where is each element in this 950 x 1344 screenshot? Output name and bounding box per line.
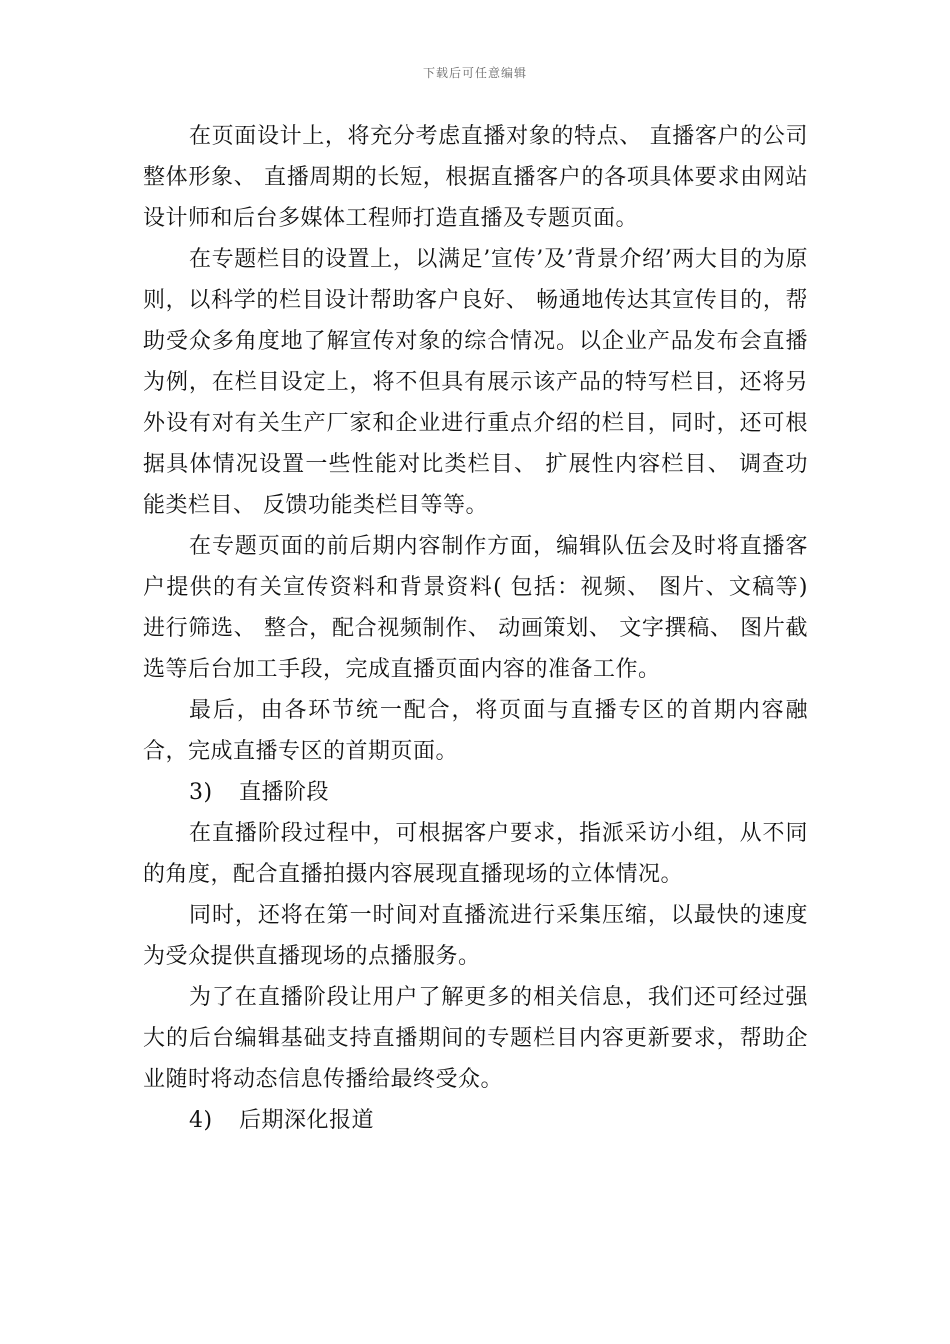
paragraph: 在专题页面的前后期内容制作方面，编辑队伍会及时将直播客户提供的有关宣传资料和背景资料( 包括：视频、 图片、文稿等) 进行筛选、 整合，配合视频制作、 动画策划、 文字撰稿、 图片截选等后台加工手段，完成直播页面内容的准备工作。 bbox=[143, 534, 808, 682]
paragraph: 在专题栏目的设置上，以满足’宣传’及’背景介绍’两大目的为原则，以科学的栏目设计帮助客户良好、 畅通地传达其宣传目的，帮助受众多角度地了解宣传对象的综合情况。以企业产品发布会直播为例，在栏目设定上，将不但具有展示该产品的特写栏目，还将另外设有对有关生产厂家和企业进行重点介绍的栏目，同时，还可根据具体情况设置一些性能对比类栏目、 扩展性内容栏目、 调查功能类栏目、 反馈功能类栏目等等。 bbox=[143, 247, 808, 518]
section-number: 3) bbox=[189, 780, 213, 805]
section-heading-3 bbox=[143, 772, 808, 813]
section-number: 4) bbox=[189, 1108, 213, 1133]
paragraph: 在直播阶段过程中，可根据客户要求，指派采访小组，从不同的角度，配合直播拍摄内容展现直播现场的立体情况。 bbox=[143, 821, 808, 887]
document-body bbox=[143, 116, 808, 1141]
paragraph: 在页面设计上，将充分考虑直播对象的特点、 直播客户的公司整体形象、 直播周期的长短，根据直播客户的各项具体要求由网站设计师和后台多媒体工程师打造直播及专题页面。 bbox=[143, 124, 808, 231]
paragraph: 为了在直播阶段让用户了解更多的相关信息，我们还可经过强大的后台编辑基础支持直播期间的专题栏目内容更新要求，帮助企业随时将动态信息传播给最终受众。 bbox=[143, 985, 808, 1092]
section-title: 直播阶段 bbox=[239, 780, 330, 805]
paragraph: 同时，还将在第一时间对直播流进行采集压缩，以最快的速度为受众提供直播现场的点播服务。 bbox=[143, 903, 808, 969]
page-header: 下载后可任意编辑 bbox=[422, 66, 527, 80]
section-heading-4 bbox=[143, 1100, 808, 1141]
paragraph: 最后，由各环节统一配合，将页面与直播专区的首期内容融合，完成直播专区的首期页面。 bbox=[143, 698, 808, 764]
section-title: 后期深化报道 bbox=[239, 1108, 375, 1133]
